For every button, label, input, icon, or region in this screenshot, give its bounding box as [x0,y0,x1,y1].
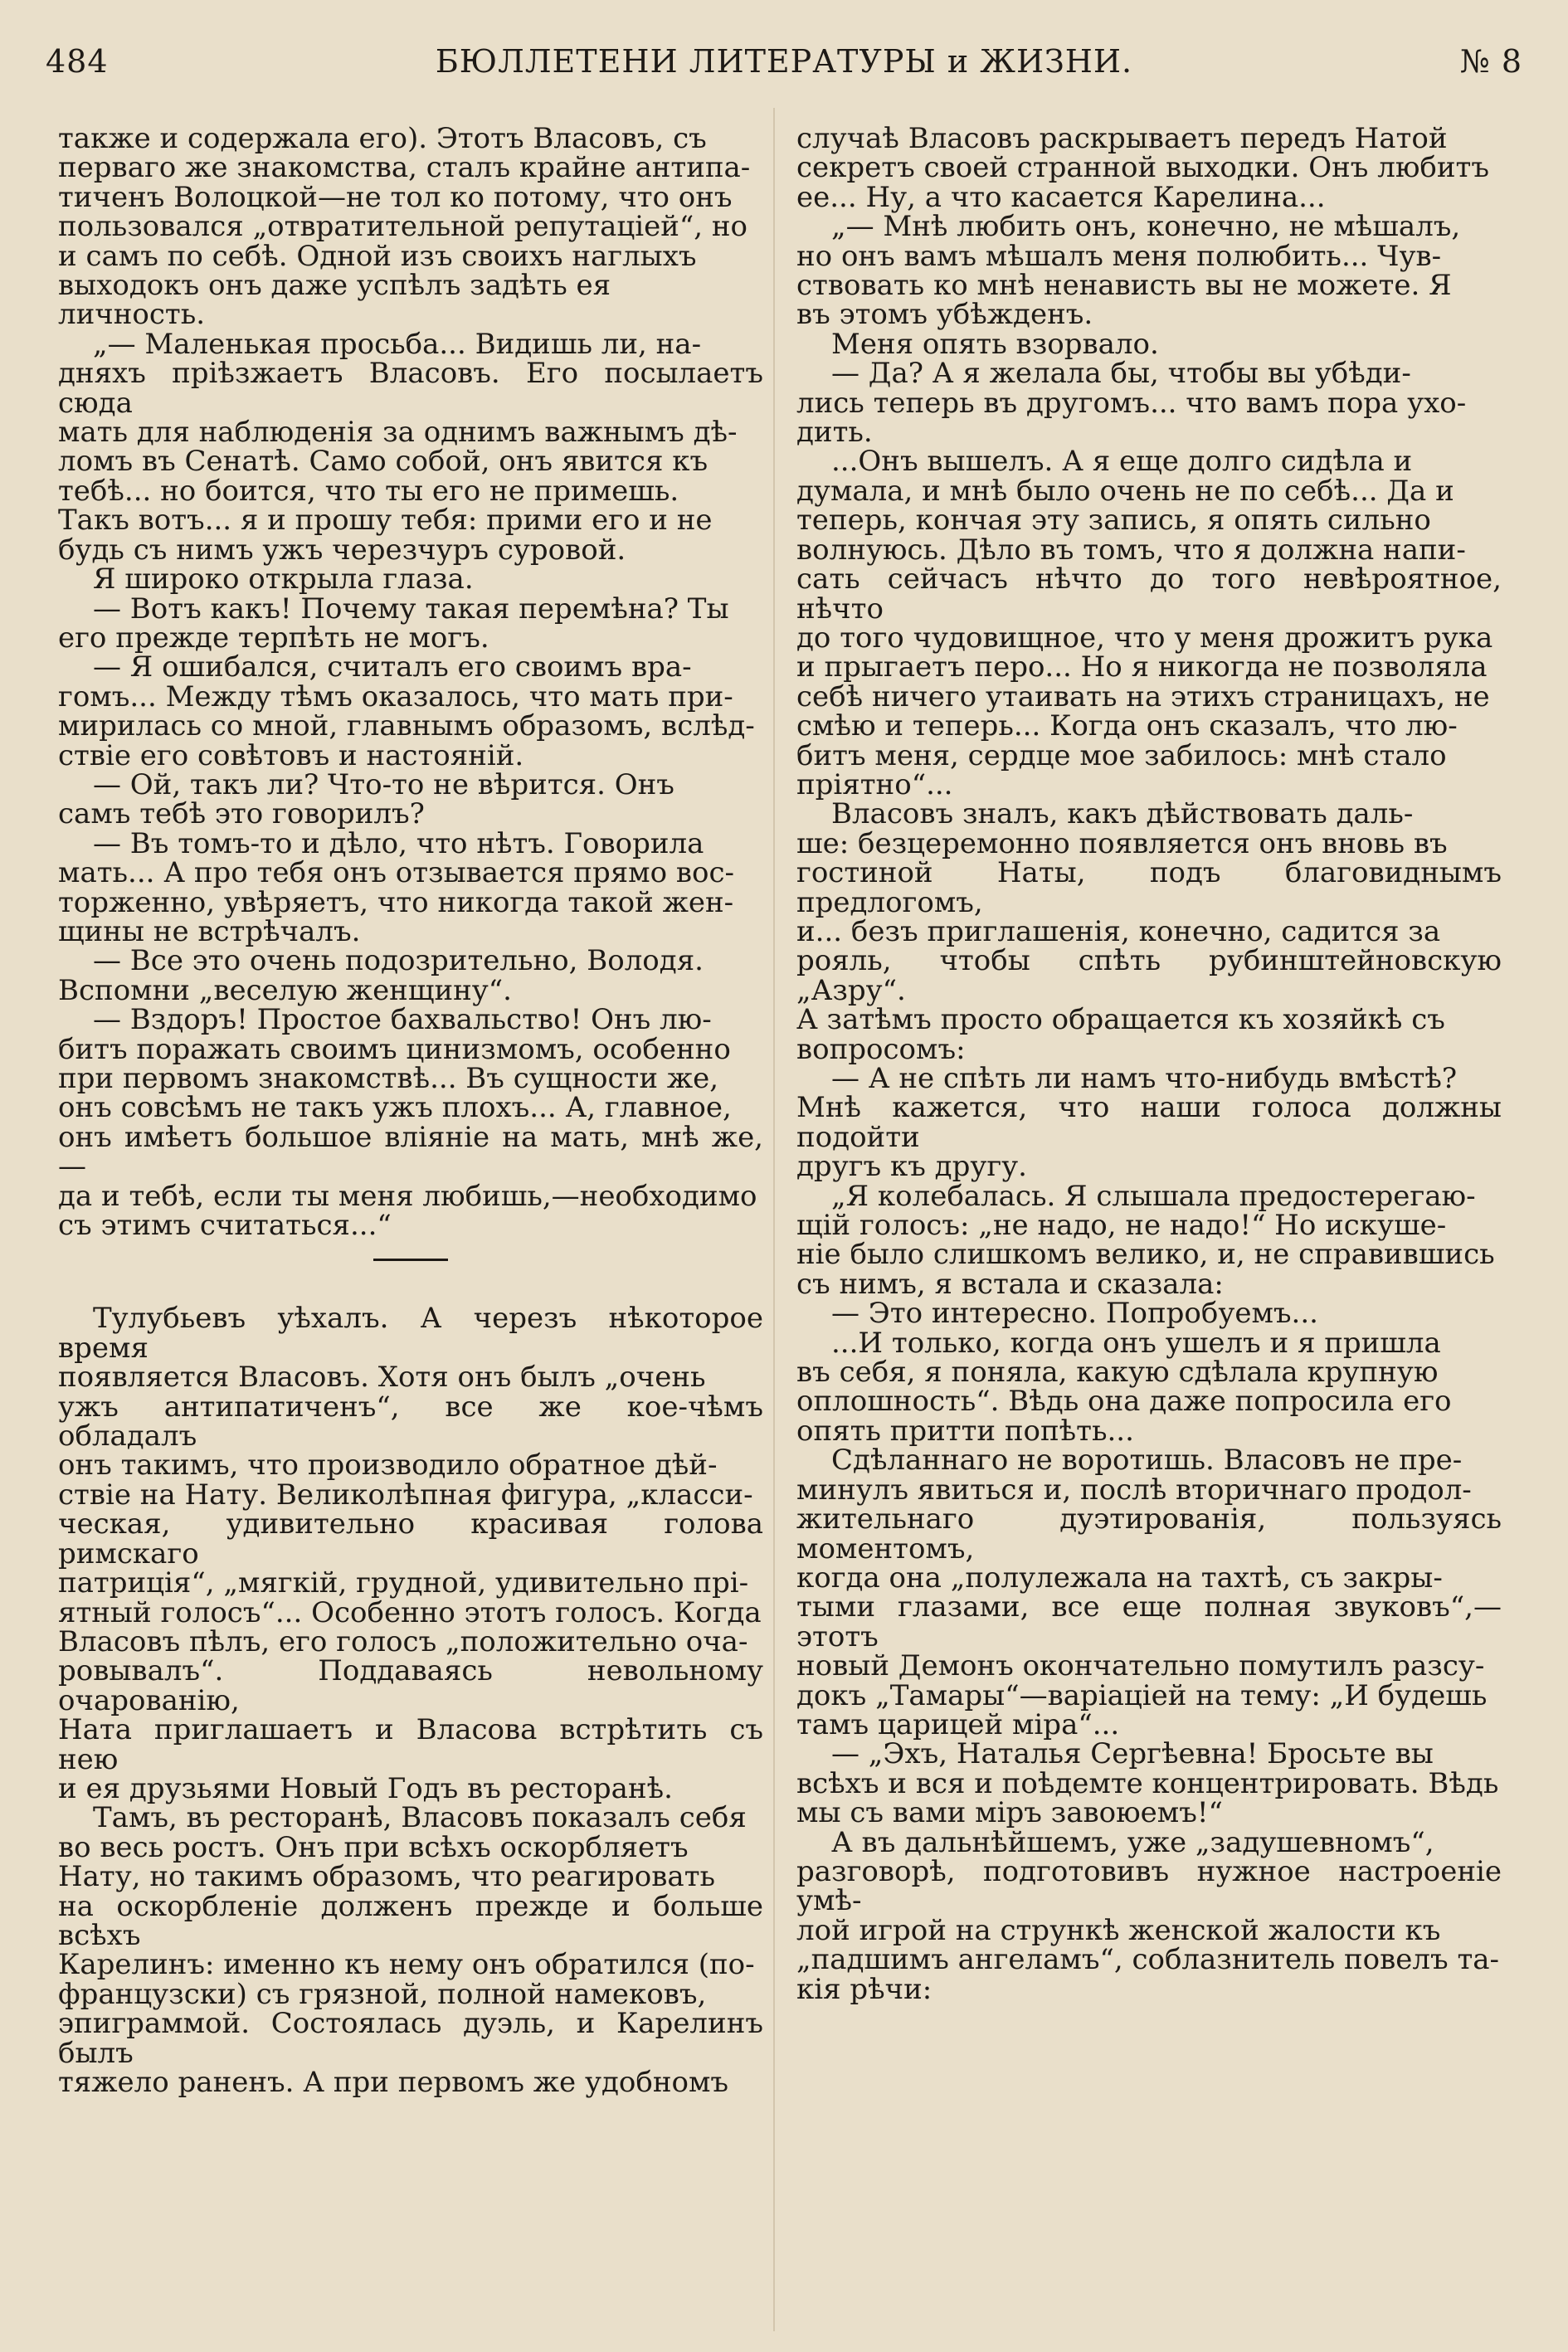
section-divider [373,1259,448,1261]
paragraph: ...И только, когда онъ ушелъ и я пришла въ себя, я поняла, какую сдѣлала крупную оплошность“. Вѣдь она даже попросила его опять притти попѣть... [796,1326,1452,1448]
paragraph: случаѣ Власовъ раскрываетъ передъ Натой секретъ своей странной выходки. Онъ любитъ ее... Ну, а что касается Карелина... [796,122,1489,214]
column-gutter [773,108,775,2331]
paragraph: Я широко открыла глаза. [93,562,474,597]
paragraph: — Вздоръ! Простое бахвальство! Онъ лю- битъ поражать своимъ цинизмомъ, особенно при первомъ знакомствѣ... Въ сущности же, онъ совсѣмъ не такъ ужъ плохъ... А, главное, онъ имѣетъ большое влiянiе на мать, мнѣ же,— да и тебѣ, если ты меня любишь,—необходимо съ этимъ считаться...“ [58,1003,763,1243]
journal-title: БЮЛЛЕТЕНИ ЛИТЕРАТУРЫ и ЖИЗНИ. [435,43,1133,80]
paragraph: также и содержала его). Этотъ Власовъ, съ перваго же знакомства, сталъ крайне антипа- тиченъ Волоцкой—не тол ко потому, что онъ пользовался „отвратительной репутацiей“, но и самъ по себѣ. Одной изъ своихъ наглыхъ выходокъ онъ даже успѣлъ задѣть ея личность. [58,122,751,332]
paragraph: Власовъ зналъ, какъ дѣйствовать даль- ше: безцеремонно появляется онъ вновь въ гостиной Наты, подъ благовиднымъ предлогомъ, и... безъ приглашенiя, конечно, садится за рояль, чтобы спѣть рубинштейновскую „Азру“. А затѣмъ просто обращается къ хозяйкѣ съ вопросомъ: [796,797,1502,1066]
paragraph: А въ дальнѣйшемъ, уже „задушевномъ“, разговорѣ, подготовивъ нужное настроенiе умѣ- лой игрой на стрункѣ женской жалости къ „падшимъ ангеламъ“, соблазнитель повелъ та- кiя рѣчи: [796,1825,1502,2006]
paragraph: — Да? А я желала бы, чтобы вы убѣди- лись теперь въ другомъ... что вамъ пора ухо- дить. [796,357,1467,450]
paragraph: — Вотъ какъ! Почему такая перемѣна? Ты его прежде терпѣть не могъ. [58,592,729,655]
running-header [46,35,1522,86]
paragraph: — А не спѣть ли намъ что-нибудь вмѣстѣ? Мнѣ кажется, что наши голоса должны подойти другъ къ другу. [796,1062,1502,1184]
paragraph: — Ой, такъ ли? Что-то не вѣрится. Онъ самъ тебѣ это говорилъ? [58,767,674,831]
paragraph: „Я колебалась. Я слышала предостерегаю- щiй голосъ: „не надо, не надо!“ Но искуше- нiе было слишкомъ велико, и, не справившись съ нимъ, я встала и сказала: [796,1179,1495,1301]
paragraph: Сдѣланнаго не воротишь. Власовъ не пре- минулъ явиться и, послѣ вторичнаго продол- жительнаго дуэтированiя, пользуясь моментомъ, когда она „полулежала на тахтѣ, съ закры- тыми глазами, все еще полная звуковъ“,—этотъ новый Демонъ окончательно помутилъ разсу- докъ „Тамары“—варiацiей на тему: „И будешь тамъ царицей мiра“... [796,1444,1502,1741]
paragraph: Меня опять взорвало. [831,327,1159,361]
paragraph: „— Маленькая просьба... Видишь ли, на- дняхъ прiѣзжаетъ Власовъ. Его посылаетъ сюда мать для наблюденiя за однимъ важнымъ дѣ- ломъ въ Сенатѣ. Само собой, онъ явится къ тебѣ... но боится, что ты его не примешь. Такъ вотъ... я и прошу тебя: прими его и не будь съ нимъ ужъ черезчуръ суровой. [58,327,763,567]
paragraph: — Это интересно. Попробуемъ... [831,1297,1318,1331]
paragraph: Тамъ, въ ресторанѣ, Власовъ показалъ себя во весь ростъ. Онъ при всѣхъ оскорбляетъ Нату, но такимъ образомъ, что реагировать на оскорбленiе долженъ прежде и больше всѣхъ Карелинъ: именно къ нему онъ обратился (по- французски) съ грязной, полной намековъ, эпиграммой. Состоялась дуэль, и Карелинъ былъ тяжело раненъ. А при первомъ же удобномъ [58,1801,763,2099]
right-column [796,124,1502,2004]
paragraph: Тулубьевъ уѣхалъ. А черезъ нѣкоторое время появляется Власовъ. Хотя онъ былъ „очень ужъ антипатиченъ“, все же кое-чѣмъ обладалъ онъ такимъ, что производило обратное дѣй- ствiе на Нату. Великолѣпная фигура, „класси- ческая, удивительно красивая голова римскаго патрицiя“, „мягкiй, грудной, удивительно прi- ятный голосъ“... Особенно этотъ голосъ. Когда Власовъ пѣлъ, его голосъ „положительно оча- ровывалъ“. Поддаваясь невольному очарованiю, Ната приглашаетъ и Власова встрѣтить съ нею и ея друзьями Новый Годъ въ ресторанѣ. [58,1302,763,1805]
left-column [58,124,763,2097]
paragraph: — Я ошибался, считалъ его своимъ вра- гомъ... Между тѣмъ оказалось, что мать при- мирилась со мной, главнымъ образомъ, вслѣд- ствiе его совѣтовъ и настоянiй. [58,650,755,772]
issue-number: № 8 [1459,43,1522,80]
paragraph: ...Онъ вышелъ. А я еще долго сидѣла и думала, и мнѣ было очень не по себѣ... Да и теперь, кончая эту запись, я опять сильно волнуюсь. Дѣло въ томъ, что я должна напи- сать сейчасъ нѣчто до того невѣроятное, нѣчто до того чудовищное, что у меня дрожитъ рука и прыгаетъ перо... Но я никогда не позволяла себѣ ничего утаивать на этихъ страницахъ, не смѣю и теперь... Когда онъ сказалъ, что лю- битъ меня, сердце мое забилось: мнѣ стало прiятно“... [796,445,1502,801]
paragraph: „— Мнѣ любить онъ, конечно, не мѣшалъ, но онъ вамъ мѣшалъ меня полюбить... Чув- ствовать ко мнѣ ненависть вы не можете. Я въ этомъ убѣжденъ. [796,210,1461,332]
paragraph: — „Эхъ, Наталья Сергѣевна! Бросьте вы всѣхъ и вся и поѣдемте концентрировать. Вѣдь мы съ вами мiръ завоюемъ!“ [796,1737,1499,1830]
paragraph: — Все это очень подозрительно, Володя. Вспомни „веселую женщину“. [58,944,704,1007]
paragraph: — Въ томъ-то и дѣло, что нѣтъ. Говорила мать... А про тебя онъ отзывается прямо вос- торженно, увѣряетъ, что никогда такой жен- щины не встрѣчалъ. [58,826,735,948]
page-number: 484 [46,43,109,80]
